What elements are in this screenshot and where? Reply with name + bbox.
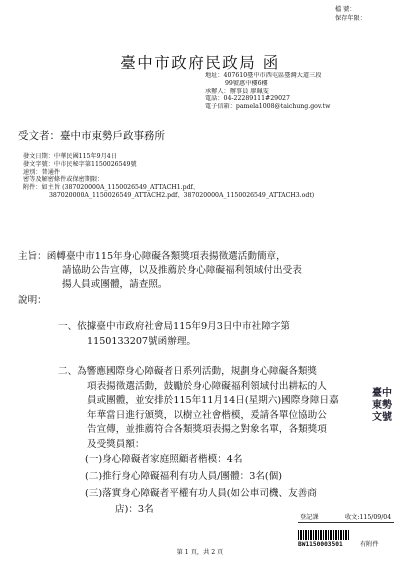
issue-number: 發文字號：中市民秘字第1150026549號: [23, 160, 137, 168]
point-1-line2: 1150133207號函辦理。: [87, 335, 197, 347]
attachments-line2: 387020000A_1150026549_ATTACH2.pdf、387020000A_1150026549_ATTACH3.odt): [49, 191, 315, 199]
receipt-stamp: 臺中東勢文號: [372, 388, 392, 423]
explanation-label: 說明：: [18, 295, 47, 306]
subject-line2: 請協助公告宣傳，以及推薦於身心障礙福利領域付出受表: [62, 265, 302, 276]
point-2-line4: 年華當日進行頒獎，以樹立社會楷模，爰請各單位協助公: [87, 409, 327, 421]
officer: 承辦人：辦事員 廖珮雯: [205, 87, 269, 95]
barcode-graphic: [298, 530, 350, 540]
award-item-3: (三)落實身心障礙者平權有功人員(如公車司機、友善商: [85, 488, 317, 499]
point-2-line1: 二、為響應國際身心障礙者日系列活動，規劃身心障礙各類獎: [58, 366, 318, 377]
barcode-suffix: 有附件: [360, 541, 379, 548]
address-line2: 99號惠中樓6樓: [225, 79, 268, 87]
barcode-number: BW1150003501: [298, 541, 343, 548]
point-2-line5: 告宣傳，並推薦符合各類獎項表揚之對象名單，各類獎項: [87, 424, 327, 436]
point-2-line6: 及受獎員額：: [87, 438, 145, 450]
subject-line1: 主旨：函轉臺中市115年身心障礙各類獎項表揚徵選活動簡章，: [18, 251, 286, 262]
retention-label: 保存年限：: [335, 15, 366, 22]
logged-label: 登記課: [300, 514, 319, 521]
point-1: [58, 320, 358, 349]
point-2: [58, 365, 358, 453]
email: 電子信箱：pamela1008@taichung.gov.tw: [205, 103, 331, 111]
phone: 電話：04-22289111#29027: [205, 95, 290, 103]
issue-date: 發文日期：中華民國115年9月4日: [23, 153, 117, 160]
recipient: 受文者：臺中市東勢戶政事務所: [18, 130, 165, 142]
speed: 速別：普通件: [23, 168, 61, 176]
award-item-2: (二)推行身心障礙福利有功人員/團體：3名(個): [85, 471, 282, 482]
page-number: 第 1 頁，共 2 頁: [176, 549, 224, 556]
point-2-line2: 項表揚徵選活動，鼓勵於身心障礙福利領域付出耕耘的人: [87, 380, 327, 392]
document-meta: [23, 153, 314, 200]
point-2-line3: 員或團體，並安排於115年11月14日(星期六)國際身障日嘉: [87, 395, 339, 407]
award-item-1: (一)身心障礙者家庭照顧者楷模：4名: [85, 454, 243, 465]
subject-line3: 揚人員或團體，請查照。: [62, 279, 168, 290]
receipt-divider: [298, 522, 394, 523]
subject: [18, 250, 368, 292]
received-date: 收文:115/09/04: [345, 514, 392, 521]
security-level: 密等及解密條件或保密期限：: [23, 176, 104, 184]
address: 地址：407610臺中市西屯區臺灣大道三段: [205, 72, 322, 79]
award-item-3-cont: 店)：3名: [115, 504, 154, 515]
file-number-label: 檔 號：: [335, 6, 356, 13]
attachments: 附件：如主旨 (387020000A_1150026549_ATTACH1.pdf、: [23, 184, 200, 192]
point-1-line1: 一、依據臺中市政府社會局115年9月3日中市社障字第: [58, 321, 290, 332]
sender-info: [205, 72, 395, 111]
document-title: 臺中市政府民政局 函: [120, 54, 280, 72]
